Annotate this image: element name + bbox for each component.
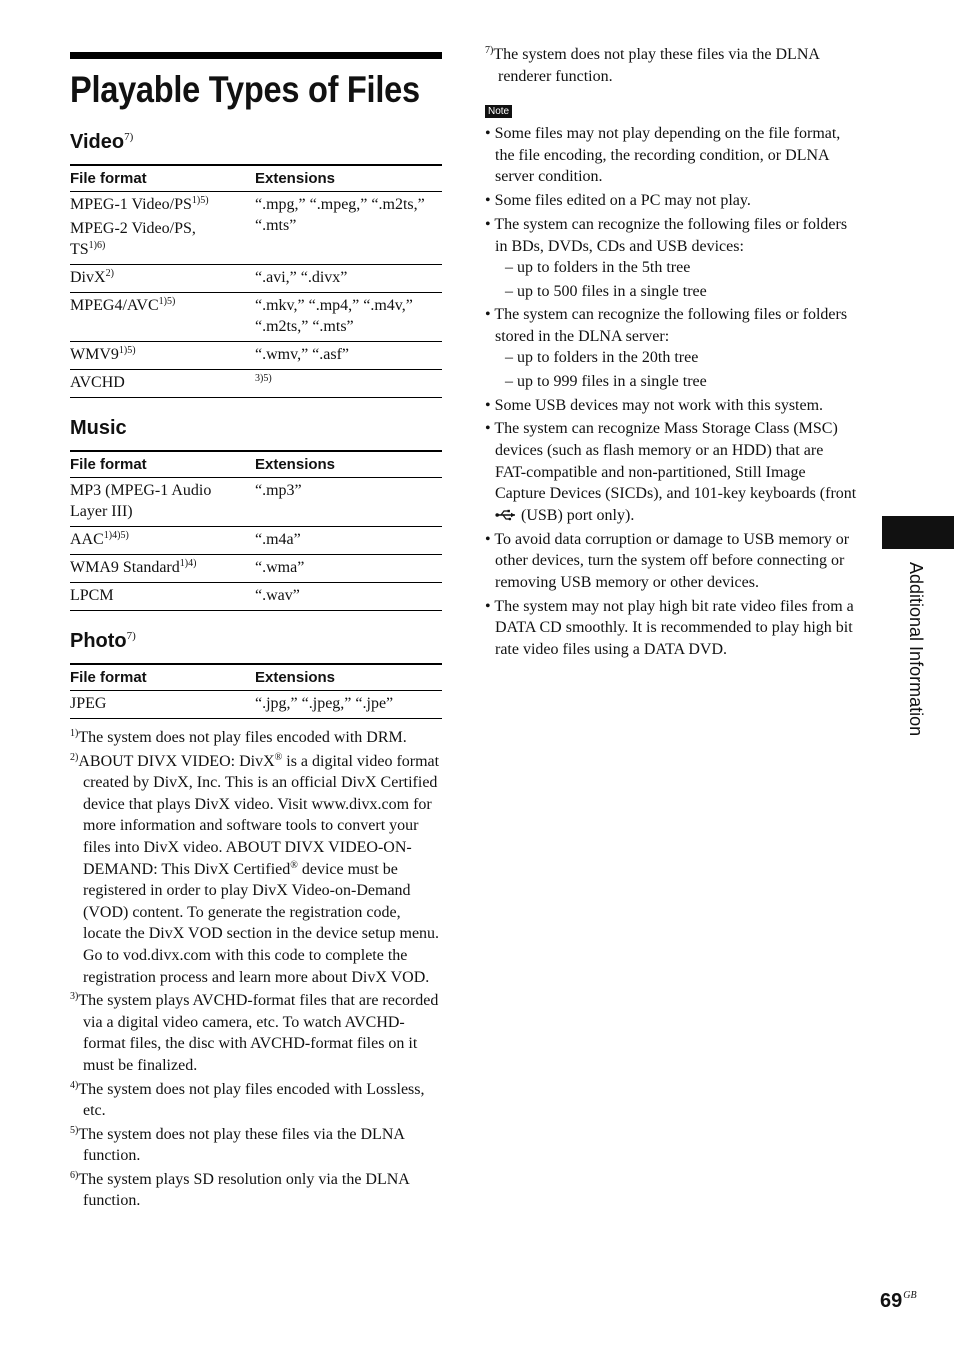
table-row	[70, 583, 442, 611]
format-cell: WMA9 Standard$^{1)4)}$	[70, 555, 255, 583]
format-cell: $AAC^{1)4)5)}$	[70, 527, 255, 555]
note-list	[485, 123, 857, 660]
photo-heading-footnote-mark: 7)	[126, 630, 136, 642]
col-header-format: File format	[70, 451, 255, 478]
footnote-1: $^{1)}$The system does not play files encoded with DRM.	[70, 728, 407, 746]
footnote-5: $^{5)}$The system does not play these files via the DLNA function.	[70, 1124, 405, 1165]
extensions-cell: “.jpg,” “.jpeg,” “.jpe”	[255, 691, 442, 719]
sub-list	[495, 257, 857, 302]
table-row	[70, 370, 442, 398]
list-item: – up to 500 files in a single tree	[505, 282, 707, 300]
list-item: • Some files edited on a PC may not play.	[485, 192, 751, 210]
col-header-format: File format	[70, 664, 255, 691]
music-heading: Music	[70, 417, 127, 439]
col-header-extensions: Extensions	[255, 165, 442, 192]
format-cell: LPCM	[70, 583, 255, 611]
footnote-3: $^{3)}$The system plays AVCHD-format files that are recorded via a digital video camera, etc. To watch AVCHD-format files, the disc with AVCHD-format files on it must be finalized.	[70, 991, 439, 1074]
footnote-6: $^{6)}$The system plays SD resolution only via the DLNA function.	[70, 1169, 409, 1210]
footnote-4: $^{4)}$The system does not play files encoded with Lossless, etc.	[70, 1079, 425, 1120]
table-header-row	[70, 165, 442, 192]
sub-list	[495, 347, 857, 392]
extensions-cell: “.mpg,” “.mpeg,” “.m2ts,” “.mts”	[255, 192, 442, 265]
extensions-cell: “.wav”	[255, 583, 442, 611]
note-badge: Note	[485, 105, 512, 118]
table-row	[70, 342, 442, 370]
extensions-cell: “.mp3”	[255, 478, 442, 527]
format-cell: $WMV9^{1)5)}$	[70, 342, 255, 370]
music-table	[70, 450, 442, 611]
left-column	[70, 52, 442, 1214]
note-label	[485, 103, 857, 118]
format-cell: MPEG-1 Video/$PS^{1)5)}$ MPEG-2 Video/PS, $TS^{1)6)}$	[70, 192, 255, 265]
list-item: • To avoid data corruption or damage to USB memory or other devices, turn the system off before connecting or removing USB memory or other devices.	[485, 530, 850, 591]
format-cell: MP3 (MPEG-1 Audio Layer III)	[70, 478, 255, 527]
side-section-label: Additional Information	[906, 562, 926, 737]
footnote-2: $^{2)}$ABOUT DIVX VIDEO: DivX® is a digital video format created by DivX, Inc. This is an official DivX Certified device that plays DivX video. Visit www.divx.com for more information and software tools to convert your files into DivX video. ABOUT DIVX VIDEO-ON-DEMAND: This DivX Certified® device must be registered in order to play DivX Video-on-Demand (VOD) content. To generate the registration code, locate the DivX VOD section in the device setup menu. Go to vod.divx.com with this code to complete the registration process and learn more about DivX VOD.	[70, 751, 440, 986]
table-row	[70, 192, 442, 265]
extensions-cell: “.wma”	[255, 555, 442, 583]
table-row	[70, 527, 442, 555]
table-row	[70, 293, 442, 342]
table-row	[70, 691, 442, 719]
video-heading-footnote-mark: 7)	[124, 131, 134, 143]
list-item: • Some files may not play depending on the file format, the file encoding, the recording condition, or DLNA server condition.	[485, 125, 841, 186]
list-item: • The system can recognize the following files or folders stored in the DLNA server: – up to folders in the 20th tree – up to 999 files in a single tree	[485, 304, 857, 392]
col-header-format: File format	[70, 165, 255, 192]
extensions-cell: “.mkv,” “.mp4,” “.m4v,” “.m2ts,” “.mts”	[255, 293, 442, 342]
section-tab	[882, 516, 954, 549]
footnote-7: $^{7)}$The system does not play these files via the DLNA renderer function.	[485, 45, 820, 85]
extensions-cell: “.avi,” “.divx”	[255, 265, 442, 293]
list-item: • Some USB devices may not work with this system.	[485, 396, 824, 414]
col-header-extensions: Extensions	[255, 451, 442, 478]
list-item: – up to folders in the 20th tree	[505, 349, 699, 367]
list-item: • The system may not play high bit rate video files from a DATA CD smoothly. It is recommended to play high bit rate video files using a DATA DVD.	[485, 597, 854, 658]
list-item: – up to folders in the 5th tree	[505, 259, 691, 277]
extensions-cell: “.wmv,” “.asf”	[255, 342, 442, 370]
footnotes	[70, 727, 442, 1212]
table-header-row	[70, 664, 442, 691]
video-heading: Video$^{7)}$	[70, 131, 134, 153]
format-cell: JPEG	[70, 691, 255, 719]
table-header-row	[70, 451, 442, 478]
video-table	[70, 164, 442, 398]
format-cell: DivX$^{2)}$	[70, 265, 255, 293]
right-column	[485, 44, 857, 663]
format-cell: AVCHD	[70, 370, 255, 398]
list-item: • The system can recognize the following files or folders in BDs, DVDs, CDs and USB devices: – up to folders in the 5th tree – up to 500 files in a single tree	[485, 214, 857, 302]
list-item: – up to 999 files in a single tree	[505, 372, 707, 390]
page-number-suffix: GB	[903, 1290, 917, 1301]
table-row	[70, 265, 442, 293]
page-title: Playable Types of Files	[70, 69, 420, 110]
title-rule	[70, 52, 442, 59]
list-item: • The system can recognize Mass Storage Class (MSC) devices (such as flash memory or an HDD) that are FAT-compatible and non-partitioned, Still Image Capture Devices (SICDs), and 101-key keyboards (front (USB) port only).	[485, 420, 857, 524]
page-number: $69^{GB}$	[880, 1290, 917, 1312]
table-row	[70, 555, 442, 583]
photo-heading: Photo$^{7)}$	[70, 630, 136, 652]
extensions-cell: 3)5)	[255, 370, 442, 398]
usb-icon	[495, 509, 517, 521]
photo-table	[70, 663, 442, 719]
table-row	[70, 478, 442, 527]
extensions-cell: “.m4a”	[255, 527, 442, 555]
col-header-extensions: Extensions	[255, 664, 442, 691]
format-cell: $MPEG4/AVC^{1)5)}$	[70, 293, 255, 342]
